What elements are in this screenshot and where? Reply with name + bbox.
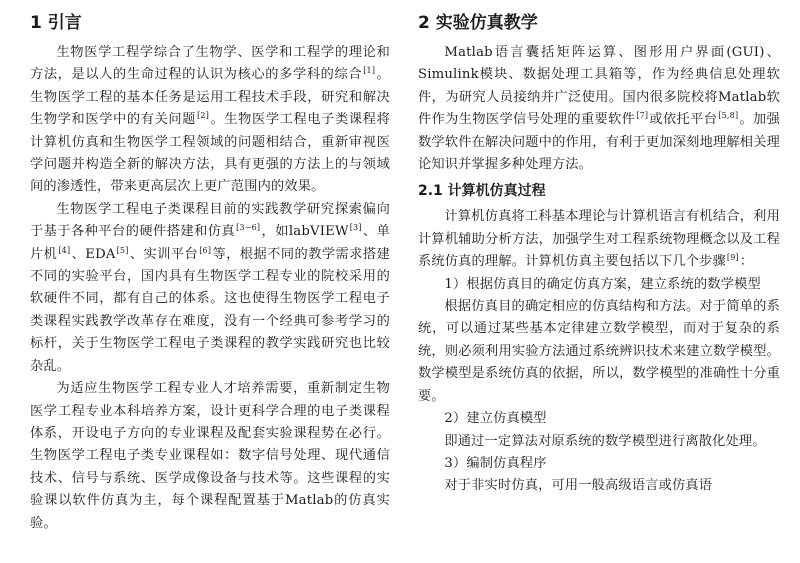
text-run: 生物医学工程学综合了生物学、医学和工程学的理论和方法，是以人的生命过程的认识为核心的多学科的综合 (30, 45, 390, 83)
body-paragraph (418, 296, 780, 408)
step-heading (418, 408, 780, 430)
citation-ref: [7] (636, 111, 649, 121)
citation-ref: [6] (199, 245, 212, 255)
text-run: 生物医学工程电子类课程目前的实践教学研究探索偏向于基于各种平台的硬件搭建和仿真 (30, 201, 390, 240)
body-paragraph (30, 378, 390, 535)
text-run: 、实训平台 (129, 246, 199, 262)
text-run: 、单片机 (30, 224, 390, 262)
text-run: ： (739, 254, 754, 270)
citation-ref: [5,8] (718, 111, 739, 121)
body-paragraph (30, 42, 390, 199)
body-paragraph (418, 431, 780, 453)
body-paragraph (30, 199, 390, 378)
text-run: ，如labVIEW (261, 224, 349, 240)
citation-ref: [3] (349, 223, 362, 233)
body-paragraph (418, 475, 780, 497)
left-column (30, 10, 390, 535)
text-run: 、EDA (71, 246, 116, 262)
text-run: 根据仿真目的确定相应的仿真结构和方法。对于简单的系统，可以通过某些基本定律建立数学模型，而对于复杂的系统，则必须利用实验方法通过系统辨识技术来建立数学模型。数学模型是系统仿真的依据，所以，数学模型的准确性十分重要。 (418, 299, 780, 404)
subsection-heading: 2.1 计算机仿真过程 (418, 183, 546, 200)
body-paragraph (418, 42, 780, 176)
step-heading (418, 453, 780, 475)
text-run: Matlab语言囊括矩阵运算、图形用户界面(GUI)、Simulink模块、数据处理工具箱等，作为经典信息处理软件，为研究人员接纳并广泛使用。国内很多院校将Matlab软件作为生物医学信号处理的重要软件 (418, 45, 780, 128)
section-heading-simulation-teaching: 2 实验仿真教学 (418, 13, 538, 33)
text-run: 计算机仿真将工科基本理论与计算机语言有机结合，利用计算机辅助分析方法，加强学生对工程系统物理概念以及工程系统仿真的理解。计算机仿真主要包括以下几个步骤 (418, 209, 780, 270)
section-heading-introduction: 1 引言 (30, 13, 82, 33)
text-run: 为适应生物医学工程专业人才培养需要，重新制定生物医学工程专业本科培养方案，设计更科学合理的电子类课程体系，开设电子方向的专业课程及配套实验课程势在必行。生物医学工程电子类专业课程如：数字信号处理、现代通信技术、信号与系统、医学成像设备与技术等。这些课程的实验课以软件仿真为主，每个课程配置基于Matlab的仿真实验。 (30, 381, 390, 531)
citation-ref: [5] (116, 245, 129, 255)
citation-ref: [9] (726, 253, 739, 263)
citation-ref: [4] (58, 245, 71, 255)
right-column (418, 10, 780, 498)
text-run: 。生物医学工程电子类课程将计算机仿真和生物医学工程领域的问题相结合，重新审视医学问题并构造全新的解决方法，具有更强的方法上的与领域间的渗透性，带来更高层次上更广范围内的效果。 (30, 112, 390, 195)
citation-ref: [3−6] (236, 223, 261, 233)
text-run: 3）编制仿真程序 (444, 455, 547, 471)
text-run: 。生物医学工程的基本任务是运用工程技术手段，研究和解决生物学和医学中的有关问题 (30, 67, 390, 128)
citation-ref: [1] (363, 66, 376, 76)
text-run: 对于非实时仿真，可用一般高级语言或仿真语 (444, 478, 713, 494)
text-run: 1）根据仿真目的确定仿真方案，建立系统的数学模型 (444, 276, 761, 292)
citation-ref: [2] (197, 111, 210, 121)
step-heading (418, 274, 780, 296)
text-run: 2）建立仿真模型 (444, 411, 547, 427)
text-run: 。加强数学软件在解决问题中的作用，有利于更加深刻地理解相关理论知识并掌握多种处理方法。 (418, 112, 781, 173)
text-run: 等，根据不同的教学需求搭建不同的实验平台，国内具有生物医学工程专业的院校采用的软硬件不同，都有自己的体系。这也使得生物医学工程电子类课程实践教学改革存在难度，没有一个经典可参考学习的标杆，关于生物医学工程电子类课程的教学实践研究也比较杂乱。 (30, 246, 390, 374)
body-paragraph (418, 206, 780, 273)
text-run: 即通过一定算法对原系统的数学模型进行离散化处理。 (444, 433, 766, 449)
text-run: 或依托平台 (649, 112, 718, 128)
